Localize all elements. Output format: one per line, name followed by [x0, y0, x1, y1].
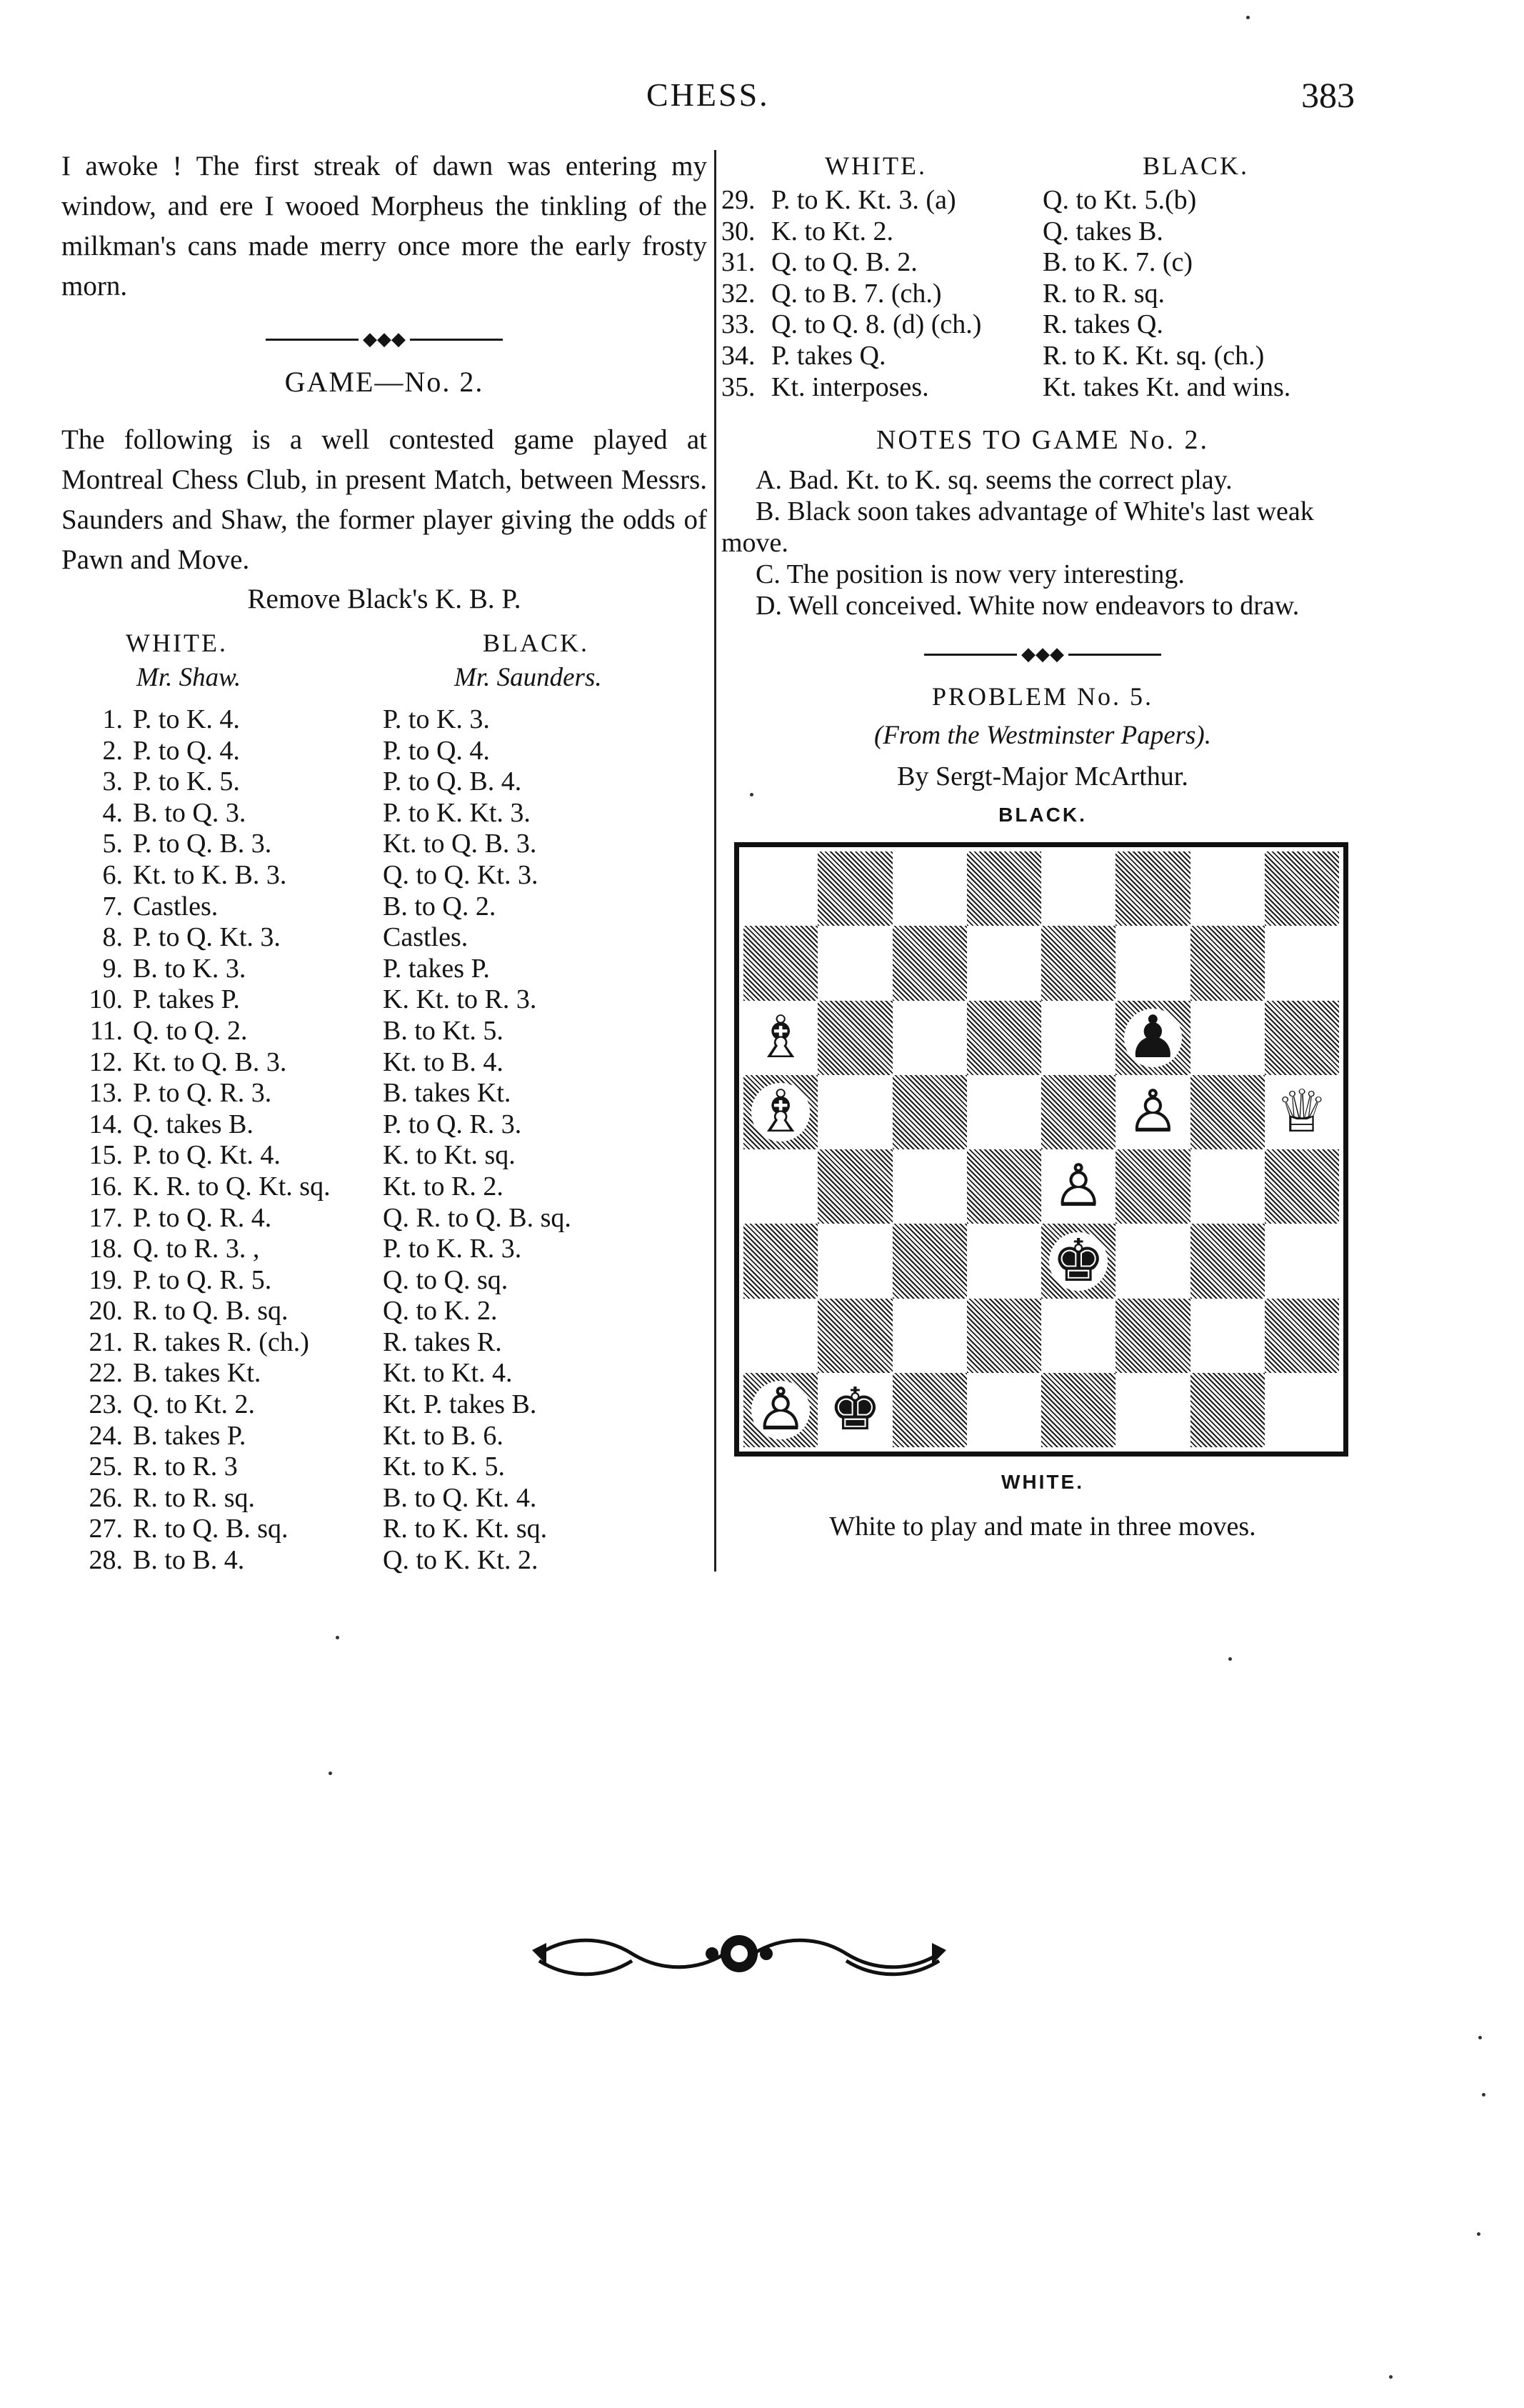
white-move: B. takes Kt.	[133, 1358, 261, 1389]
white-move: P. to K. 5.	[133, 766, 240, 797]
white-pawn-a1-icon: ♙	[751, 1381, 810, 1439]
board-square-f4	[1116, 1149, 1190, 1224]
move-number: 26.	[89, 1482, 123, 1513]
game-intro-paragraph: The following is a well contested game played at Montreal Chess Club, in present Match, between Messrs. Saunders and Shaw, the former player giving the odds of Pawn and Move.	[61, 424, 707, 575]
board-square-h2	[1265, 1299, 1339, 1373]
black-move: R. takes R.	[383, 1327, 502, 1357]
move-row	[721, 185, 1364, 216]
board-square-a6	[743, 1001, 818, 1075]
move-row	[61, 1047, 707, 1079]
problem-title: PROBLEM No. 5.	[931, 682, 1154, 711]
move-number: 15.	[89, 1140, 123, 1171]
white-player-name: Mr. Shaw.	[136, 663, 241, 692]
right-white-header: WHITE.	[825, 151, 927, 180]
black-move: B. to K. 7. (c)	[1043, 247, 1193, 278]
board-square-a3	[743, 1224, 818, 1298]
black-move: K. Kt. to R. 3.	[383, 984, 537, 1015]
board-square-g7	[1190, 926, 1265, 1000]
column-divider	[714, 150, 716, 1572]
black-move: Kt. to Q. B. 3.	[383, 829, 537, 859]
move-row	[721, 309, 1364, 341]
board-square-b6	[818, 1001, 892, 1075]
board-square-c7	[893, 926, 967, 1000]
board-square-d5	[967, 1075, 1041, 1149]
board-square-e4	[1041, 1149, 1116, 1224]
board-square-a1	[743, 1373, 818, 1447]
black-move: Kt. takes Kt. and wins.	[1043, 371, 1291, 402]
black-pawn-f6-icon: ♟	[1124, 1009, 1183, 1067]
move-row	[61, 1389, 707, 1421]
move-row	[61, 1358, 707, 1389]
note-item: A. Bad. Kt. to K. sq. seems the correct play.	[756, 465, 1233, 496]
move-row	[61, 954, 707, 985]
white-move: P. to Q. 4.	[133, 735, 240, 766]
board-square-d6	[967, 1001, 1041, 1075]
move-number: 22.	[89, 1358, 123, 1389]
move-row	[61, 704, 707, 736]
white-queen-h5-icon: ♕	[1273, 1083, 1331, 1141]
white-move: Q. to Kt. 2.	[133, 1389, 255, 1420]
white-bishop-a6-icon: ♗	[751, 1009, 810, 1067]
board-square-h3	[1265, 1224, 1339, 1298]
right-column-headers	[721, 151, 1364, 181]
move-row	[61, 1016, 707, 1047]
right-black-header: BLACK.	[1143, 151, 1250, 180]
white-move: Q. to B. 7. (ch.)	[771, 278, 942, 309]
move-number: 8.	[102, 922, 123, 953]
white-king-b1-icon: ♚	[826, 1381, 885, 1439]
black-move: B. to Q. 2.	[383, 891, 496, 921]
move-number: 31.	[721, 247, 756, 278]
running-title: CHESS.	[646, 76, 770, 113]
board-square-b3	[818, 1224, 892, 1298]
move-row	[61, 829, 707, 860]
board-square-e1	[1041, 1373, 1116, 1447]
black-move: R. to K. Kt. sq. (ch.)	[1043, 340, 1265, 371]
white-move: B. to K. 3.	[133, 953, 246, 984]
move-number: 4.	[102, 797, 123, 828]
white-move: Q. to Q. 2.	[133, 1015, 248, 1046]
board-square-d1	[967, 1373, 1041, 1447]
note-item: D. Well conceived. White now endeavors to draw.	[756, 591, 1300, 621]
board-top-label: BLACK.	[998, 804, 1087, 826]
white-move: P. takes Q.	[771, 340, 886, 371]
black-move: Q. to K. 2.	[383, 1296, 498, 1327]
board-square-e7	[1041, 926, 1116, 1000]
move-row	[61, 1514, 707, 1545]
board-square-f6	[1116, 1001, 1190, 1075]
move-number: 29.	[721, 185, 756, 215]
board-square-d3	[967, 1224, 1041, 1298]
board-square-b7	[818, 926, 892, 1000]
white-move: P. to K. 4.	[133, 704, 240, 734]
black-move: P. to Q. B. 4.	[383, 766, 522, 797]
right-column	[721, 146, 1364, 1542]
move-row	[721, 341, 1364, 372]
board-square-d4	[967, 1149, 1041, 1224]
move-row	[61, 1421, 707, 1452]
move-row	[61, 1483, 707, 1514]
white-column-header: WHITE.	[126, 629, 228, 657]
black-column-header: BLACK.	[483, 629, 590, 657]
move-number: 35.	[721, 371, 756, 402]
game-title: GAME—No. 2.	[284, 366, 484, 398]
board-square-d2	[967, 1299, 1041, 1373]
move-number: 34.	[721, 340, 756, 371]
white-move: Kt. to Q. B. 3.	[133, 1046, 287, 1077]
black-move: R. to K. Kt. sq.	[383, 1514, 548, 1544]
board-square-e3	[1041, 1224, 1116, 1298]
board-square-b1	[818, 1373, 892, 1447]
board-square-h8	[1265, 851, 1339, 926]
board-square-g6	[1190, 1001, 1265, 1075]
black-move: Castles.	[383, 922, 468, 953]
board-square-b8	[818, 851, 892, 926]
move-number: 17.	[89, 1202, 123, 1233]
board-bottom-label: WHITE.	[1001, 1471, 1084, 1494]
notes-list	[721, 464, 1364, 621]
white-move: B. takes P.	[133, 1420, 246, 1451]
left-column	[61, 146, 707, 1577]
black-move: P. to K. Kt. 3.	[383, 797, 531, 828]
board-square-g5	[1190, 1075, 1265, 1149]
move-row	[61, 860, 707, 891]
problem-author: By Sergt-Major McArthur.	[897, 761, 1188, 792]
move-row	[61, 1265, 707, 1297]
board-square-e6	[1041, 1001, 1116, 1075]
section-ornament: ◆◆◆	[61, 332, 707, 346]
problem-source: (From the Westminster Papers).	[873, 721, 1212, 751]
black-move: B. takes Kt.	[383, 1078, 511, 1109]
black-move: Kt. to B. 4.	[383, 1046, 503, 1077]
move-row	[721, 216, 1364, 248]
board-square-f7	[1116, 926, 1190, 1000]
white-bishop-a5-icon: ♗	[751, 1083, 810, 1141]
white-move: B. to B. 4.	[133, 1545, 245, 1576]
board-square-h6	[1265, 1001, 1339, 1075]
move-row	[61, 1452, 707, 1483]
white-move: Kt. to K. B. 3.	[133, 859, 287, 890]
move-row	[721, 279, 1364, 310]
white-pawn-f5-icon: ♙	[1124, 1083, 1183, 1141]
black-move: Q. takes B.	[1043, 216, 1163, 246]
board-square-d7	[967, 926, 1041, 1000]
black-move: Kt. to K. 5.	[383, 1452, 505, 1482]
move-number: 30.	[721, 216, 756, 246]
board-square-c4	[893, 1149, 967, 1224]
white-move: P. to Q. R. 5.	[133, 1264, 272, 1295]
board-square-f3	[1116, 1224, 1190, 1298]
white-move: K. R. to Q. Kt. sq.	[133, 1171, 331, 1201]
white-move: P. to Q. R. 4.	[133, 1202, 272, 1233]
board-square-c8	[893, 851, 967, 926]
move-number: 25.	[89, 1452, 123, 1482]
board-square-f8	[1116, 851, 1190, 926]
page-number: 383	[1301, 75, 1355, 115]
move-row	[61, 1296, 707, 1327]
intro-paragraph: I awoke ! The first streak of dawn was entering my window, and ere I wooed Morpheus the tinkling of the milkman's cans made merry once more the early frosty morn.	[61, 151, 707, 301]
board-square-g4	[1190, 1149, 1265, 1224]
board-square-e2	[1041, 1299, 1116, 1373]
move-number: 6.	[102, 859, 123, 890]
black-move: Kt. to Kt. 4.	[383, 1358, 513, 1389]
board-square-c2	[893, 1299, 967, 1373]
move-number: 3.	[102, 766, 123, 797]
black-king-e3-icon: ♚	[1049, 1232, 1108, 1291]
move-row	[61, 922, 707, 954]
black-move: Kt. P. takes B.	[383, 1389, 537, 1420]
white-move: P. to Q. Kt. 4.	[133, 1140, 281, 1171]
black-move: B. to Q. Kt. 4.	[383, 1482, 537, 1513]
black-move: Kt. to B. 6.	[383, 1420, 503, 1451]
board-square-c1	[893, 1373, 967, 1447]
white-move: Castles.	[133, 891, 219, 921]
move-number: 21.	[89, 1327, 123, 1357]
move-row	[721, 247, 1364, 279]
black-move: Q. to Q. Kt. 3.	[383, 859, 538, 890]
white-move: R. to R. sq.	[133, 1482, 256, 1513]
board-square-h4	[1265, 1149, 1339, 1224]
moves-list-left	[61, 704, 707, 1577]
black-move: P. takes P.	[383, 953, 490, 984]
white-pawn-e4-icon: ♙	[1049, 1157, 1108, 1216]
board-square-d8	[967, 851, 1041, 926]
problem-ornament: ◆◆◆	[721, 647, 1364, 661]
white-move: Kt. interposes.	[771, 371, 929, 402]
move-row	[61, 766, 707, 798]
black-move: R. takes Q.	[1043, 309, 1163, 340]
black-move: K. to Kt. sq.	[383, 1140, 516, 1171]
board-square-h1	[1265, 1373, 1339, 1447]
tailpiece-ornament-icon	[525, 1922, 953, 1986]
move-number: 18.	[89, 1234, 123, 1264]
white-move: P. to Q. R. 3.	[133, 1078, 272, 1109]
move-number: 7.	[102, 891, 123, 921]
board-square-a2	[743, 1299, 818, 1373]
black-move: R. to R. sq.	[1043, 278, 1165, 309]
move-row	[61, 1078, 707, 1109]
move-row	[61, 891, 707, 923]
move-number: 12.	[89, 1046, 123, 1077]
board-square-g3	[1190, 1224, 1265, 1298]
board-square-f1	[1116, 1373, 1190, 1447]
move-number: 24.	[89, 1420, 123, 1451]
board-square-a5	[743, 1075, 818, 1149]
chess-board-frame	[734, 842, 1348, 1457]
move-number: 16.	[89, 1171, 123, 1201]
board-square-f2	[1116, 1299, 1190, 1373]
white-move: P. takes P.	[133, 984, 240, 1015]
white-move: R. to R. 3	[133, 1452, 238, 1482]
white-move: Q. to Q. B. 2.	[771, 247, 918, 278]
white-move: Q. to Q. 8. (d) (ch.)	[771, 309, 982, 340]
black-move: P. to K. 3.	[383, 704, 490, 734]
move-row	[61, 1327, 707, 1359]
move-row	[61, 984, 707, 1016]
white-move: R. takes R. (ch.)	[133, 1327, 309, 1357]
player-names	[61, 662, 707, 693]
board-square-c6	[893, 1001, 967, 1075]
black-move: P. to Q. 4.	[383, 735, 490, 766]
moves-list-right	[721, 185, 1364, 403]
white-move: P. to Q. B. 3.	[133, 829, 272, 859]
move-number: 14.	[89, 1109, 123, 1139]
board-square-c3	[893, 1224, 967, 1298]
problem-caption: White to play and mate in three moves.	[829, 1512, 1256, 1542]
black-move: Q. to K. Kt. 2.	[383, 1545, 538, 1576]
black-move: Q. R. to Q. B. sq.	[383, 1202, 571, 1233]
move-number: 1.	[102, 704, 123, 734]
move-number: 23.	[89, 1389, 123, 1420]
move-number: 5.	[102, 829, 123, 859]
black-move: B. to Kt. 5.	[383, 1015, 503, 1046]
chess-board	[743, 851, 1339, 1447]
move-number: 2.	[102, 735, 123, 766]
board-square-b5	[818, 1075, 892, 1149]
remove-line: Remove Black's K. B. P.	[247, 584, 521, 614]
black-move: P. to Q. R. 3.	[383, 1109, 522, 1139]
white-move: P. to K. Kt. 3. (a)	[771, 185, 956, 215]
move-row	[61, 1140, 707, 1171]
white-move: Q. to R. 3. ,	[133, 1234, 260, 1264]
move-number: 13.	[89, 1078, 123, 1109]
black-move: P. to K. R. 3.	[383, 1234, 522, 1264]
board-square-h5	[1265, 1075, 1339, 1149]
white-move: P. to Q. Kt. 3.	[133, 922, 281, 953]
board-square-g1	[1190, 1373, 1265, 1447]
move-number: 11.	[89, 1015, 123, 1046]
white-move: R. to Q. B. sq.	[133, 1514, 289, 1544]
move-number: 27.	[89, 1514, 123, 1544]
board-square-h7	[1265, 926, 1339, 1000]
board-square-f5	[1116, 1075, 1190, 1149]
board-square-e8	[1041, 851, 1116, 926]
page-header	[0, 70, 1524, 127]
notes-title: NOTES TO GAME No. 2.	[876, 425, 1210, 456]
note-item: B. Black soon takes advantage of White's last weak move.	[721, 496, 1314, 559]
board-square-e5	[1041, 1075, 1116, 1149]
move-number: 28.	[89, 1545, 123, 1576]
moves-column-headers	[61, 628, 707, 658]
white-move: K. to Kt. 2.	[771, 216, 893, 246]
move-row	[61, 1545, 707, 1577]
board-square-b4	[818, 1149, 892, 1224]
white-move: B. to Q. 3.	[133, 797, 246, 828]
board-square-g8	[1190, 851, 1265, 926]
move-row	[61, 1109, 707, 1141]
board-square-a7	[743, 926, 818, 1000]
board-square-c5	[893, 1075, 967, 1149]
move-number: 32.	[721, 278, 756, 309]
board-square-a8	[743, 851, 818, 926]
move-number: 10.	[89, 984, 123, 1015]
white-move: Q. takes B.	[133, 1109, 254, 1139]
black-move: Q. to Kt. 5.(b)	[1043, 185, 1197, 215]
move-number: 9.	[102, 953, 123, 984]
black-move: Kt. to R. 2.	[383, 1171, 503, 1201]
board-square-b2	[818, 1299, 892, 1373]
note-item: C. The position is now very interesting.	[756, 559, 1185, 590]
move-number: 19.	[89, 1264, 123, 1295]
move-row	[721, 372, 1364, 404]
move-row	[61, 1203, 707, 1234]
move-row	[61, 736, 707, 767]
move-row	[61, 798, 707, 829]
move-row	[61, 1171, 707, 1203]
board-square-a4	[743, 1149, 818, 1224]
move-number: 33.	[721, 309, 756, 340]
move-number: 20.	[89, 1296, 123, 1327]
board-square-g2	[1190, 1299, 1265, 1373]
move-row	[61, 1234, 707, 1265]
black-move: Q. to Q. sq.	[383, 1264, 508, 1295]
white-move: R. to Q. B. sq.	[133, 1296, 289, 1327]
black-player-name: Mr. Saunders.	[454, 663, 602, 692]
